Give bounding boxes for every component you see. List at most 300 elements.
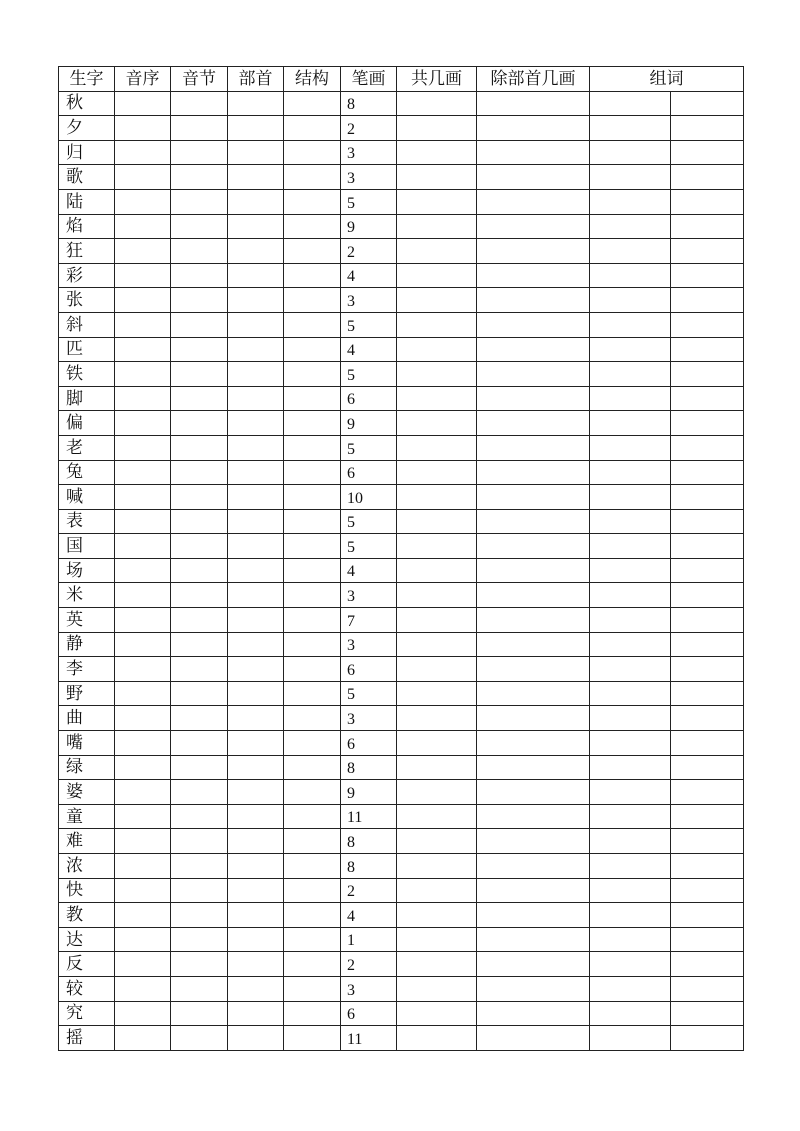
- cell-structure[interactable]: [284, 706, 341, 731]
- cell-strokes-excluding-radical[interactable]: [477, 927, 590, 952]
- cell-total-strokes[interactable]: [397, 755, 477, 780]
- cell-word-2[interactable]: [671, 632, 744, 657]
- cell-strokes-excluding-radical[interactable]: [477, 386, 590, 411]
- cell-initial[interactable]: [115, 411, 171, 436]
- cell-word-1[interactable]: [590, 878, 671, 903]
- cell-initial[interactable]: [115, 952, 171, 977]
- cell-word-2[interactable]: [671, 165, 744, 190]
- cell-total-strokes[interactable]: [397, 509, 477, 534]
- cell-word-2[interactable]: [671, 534, 744, 559]
- cell-word-1[interactable]: [590, 165, 671, 190]
- cell-initial[interactable]: [115, 558, 171, 583]
- cell-total-strokes[interactable]: [397, 558, 477, 583]
- cell-initial[interactable]: [115, 165, 171, 190]
- cell-word-1[interactable]: [590, 288, 671, 313]
- cell-word-2[interactable]: [671, 804, 744, 829]
- cell-strokes-excluding-radical[interactable]: [477, 804, 590, 829]
- cell-syllable[interactable]: [171, 263, 228, 288]
- cell-strokes-excluding-radical[interactable]: [477, 165, 590, 190]
- cell-word-2[interactable]: [671, 731, 744, 756]
- cell-total-strokes[interactable]: [397, 362, 477, 387]
- cell-strokes-excluding-radical[interactable]: [477, 878, 590, 903]
- cell-initial[interactable]: [115, 878, 171, 903]
- cell-word-1[interactable]: [590, 583, 671, 608]
- cell-initial[interactable]: [115, 706, 171, 731]
- cell-radical[interactable]: [228, 657, 284, 682]
- cell-word-2[interactable]: [671, 558, 744, 583]
- cell-structure[interactable]: [284, 91, 341, 116]
- cell-word-2[interactable]: [671, 386, 744, 411]
- cell-initial[interactable]: [115, 312, 171, 337]
- cell-total-strokes[interactable]: [397, 903, 477, 928]
- cell-strokes-excluding-radical[interactable]: [477, 558, 590, 583]
- cell-initial[interactable]: [115, 608, 171, 633]
- cell-word-2[interactable]: [671, 952, 744, 977]
- cell-word-1[interactable]: [590, 386, 671, 411]
- cell-word-1[interactable]: [590, 1001, 671, 1026]
- cell-structure[interactable]: [284, 337, 341, 362]
- cell-word-1[interactable]: [590, 337, 671, 362]
- cell-strokes-excluding-radical[interactable]: [477, 780, 590, 805]
- cell-strokes-excluding-radical[interactable]: [477, 1001, 590, 1026]
- cell-word-1[interactable]: [590, 239, 671, 264]
- cell-radical[interactable]: [228, 1026, 284, 1051]
- cell-strokes-excluding-radical[interactable]: [477, 608, 590, 633]
- cell-initial[interactable]: [115, 657, 171, 682]
- cell-syllable[interactable]: [171, 927, 228, 952]
- cell-strokes-excluding-radical[interactable]: [477, 583, 590, 608]
- cell-structure[interactable]: [284, 632, 341, 657]
- cell-word-2[interactable]: [671, 878, 744, 903]
- cell-total-strokes[interactable]: [397, 435, 477, 460]
- cell-syllable[interactable]: [171, 608, 228, 633]
- cell-syllable[interactable]: [171, 903, 228, 928]
- cell-structure[interactable]: [284, 509, 341, 534]
- cell-syllable[interactable]: [171, 91, 228, 116]
- cell-syllable[interactable]: [171, 755, 228, 780]
- cell-word-2[interactable]: [671, 263, 744, 288]
- cell-word-1[interactable]: [590, 927, 671, 952]
- cell-initial[interactable]: [115, 288, 171, 313]
- cell-word-2[interactable]: [671, 583, 744, 608]
- cell-word-1[interactable]: [590, 189, 671, 214]
- cell-total-strokes[interactable]: [397, 657, 477, 682]
- cell-word-2[interactable]: [671, 657, 744, 682]
- cell-strokes-excluding-radical[interactable]: [477, 362, 590, 387]
- cell-radical[interactable]: [228, 312, 284, 337]
- cell-word-2[interactable]: [671, 681, 744, 706]
- cell-word-2[interactable]: [671, 460, 744, 485]
- cell-initial[interactable]: [115, 337, 171, 362]
- cell-structure[interactable]: [284, 288, 341, 313]
- cell-radical[interactable]: [228, 460, 284, 485]
- cell-initial[interactable]: [115, 460, 171, 485]
- cell-total-strokes[interactable]: [397, 263, 477, 288]
- cell-strokes-excluding-radical[interactable]: [477, 411, 590, 436]
- cell-word-2[interactable]: [671, 854, 744, 879]
- cell-word-1[interactable]: [590, 116, 671, 141]
- cell-syllable[interactable]: [171, 804, 228, 829]
- cell-word-1[interactable]: [590, 485, 671, 510]
- cell-initial[interactable]: [115, 509, 171, 534]
- cell-syllable[interactable]: [171, 706, 228, 731]
- cell-strokes-excluding-radical[interactable]: [477, 91, 590, 116]
- cell-word-2[interactable]: [671, 927, 744, 952]
- cell-structure[interactable]: [284, 731, 341, 756]
- cell-radical[interactable]: [228, 91, 284, 116]
- cell-total-strokes[interactable]: [397, 731, 477, 756]
- cell-word-1[interactable]: [590, 140, 671, 165]
- cell-total-strokes[interactable]: [397, 239, 477, 264]
- cell-word-1[interactable]: [590, 91, 671, 116]
- cell-word-2[interactable]: [671, 116, 744, 141]
- cell-strokes-excluding-radical[interactable]: [477, 829, 590, 854]
- cell-total-strokes[interactable]: [397, 116, 477, 141]
- cell-structure[interactable]: [284, 903, 341, 928]
- cell-word-1[interactable]: [590, 681, 671, 706]
- cell-initial[interactable]: [115, 91, 171, 116]
- cell-total-strokes[interactable]: [397, 411, 477, 436]
- cell-total-strokes[interactable]: [397, 1026, 477, 1051]
- cell-initial[interactable]: [115, 903, 171, 928]
- cell-word-2[interactable]: [671, 140, 744, 165]
- cell-syllable[interactable]: [171, 681, 228, 706]
- cell-radical[interactable]: [228, 116, 284, 141]
- cell-structure[interactable]: [284, 755, 341, 780]
- cell-syllable[interactable]: [171, 731, 228, 756]
- cell-syllable[interactable]: [171, 976, 228, 1001]
- cell-strokes-excluding-radical[interactable]: [477, 657, 590, 682]
- cell-structure[interactable]: [284, 362, 341, 387]
- cell-structure[interactable]: [284, 189, 341, 214]
- cell-initial[interactable]: [115, 116, 171, 141]
- cell-total-strokes[interactable]: [397, 288, 477, 313]
- cell-strokes-excluding-radical[interactable]: [477, 1026, 590, 1051]
- cell-word-1[interactable]: [590, 706, 671, 731]
- cell-radical[interactable]: [228, 337, 284, 362]
- cell-syllable[interactable]: [171, 411, 228, 436]
- cell-syllable[interactable]: [171, 288, 228, 313]
- cell-syllable[interactable]: [171, 140, 228, 165]
- cell-word-1[interactable]: [590, 509, 671, 534]
- cell-structure[interactable]: [284, 263, 341, 288]
- cell-word-2[interactable]: [671, 337, 744, 362]
- cell-radical[interactable]: [228, 681, 284, 706]
- cell-strokes-excluding-radical[interactable]: [477, 337, 590, 362]
- cell-total-strokes[interactable]: [397, 460, 477, 485]
- cell-syllable[interactable]: [171, 952, 228, 977]
- cell-initial[interactable]: [115, 780, 171, 805]
- cell-structure[interactable]: [284, 854, 341, 879]
- cell-strokes-excluding-radical[interactable]: [477, 903, 590, 928]
- cell-word-2[interactable]: [671, 780, 744, 805]
- cell-structure[interactable]: [284, 583, 341, 608]
- cell-total-strokes[interactable]: [397, 485, 477, 510]
- cell-word-1[interactable]: [590, 632, 671, 657]
- cell-strokes-excluding-radical[interactable]: [477, 534, 590, 559]
- cell-strokes-excluding-radical[interactable]: [477, 731, 590, 756]
- cell-initial[interactable]: [115, 189, 171, 214]
- cell-initial[interactable]: [115, 829, 171, 854]
- cell-word-1[interactable]: [590, 903, 671, 928]
- cell-syllable[interactable]: [171, 534, 228, 559]
- cell-total-strokes[interactable]: [397, 165, 477, 190]
- cell-strokes-excluding-radical[interactable]: [477, 288, 590, 313]
- cell-strokes-excluding-radical[interactable]: [477, 509, 590, 534]
- cell-word-2[interactable]: [671, 976, 744, 1001]
- cell-structure[interactable]: [284, 927, 341, 952]
- cell-word-1[interactable]: [590, 460, 671, 485]
- cell-word-1[interactable]: [590, 435, 671, 460]
- cell-structure[interactable]: [284, 681, 341, 706]
- cell-radical[interactable]: [228, 140, 284, 165]
- cell-total-strokes[interactable]: [397, 91, 477, 116]
- cell-total-strokes[interactable]: [397, 780, 477, 805]
- cell-total-strokes[interactable]: [397, 386, 477, 411]
- cell-radical[interactable]: [228, 288, 284, 313]
- cell-radical[interactable]: [228, 165, 284, 190]
- cell-structure[interactable]: [284, 214, 341, 239]
- cell-structure[interactable]: [284, 804, 341, 829]
- cell-structure[interactable]: [284, 239, 341, 264]
- cell-total-strokes[interactable]: [397, 927, 477, 952]
- cell-strokes-excluding-radical[interactable]: [477, 706, 590, 731]
- cell-syllable[interactable]: [171, 239, 228, 264]
- cell-total-strokes[interactable]: [397, 140, 477, 165]
- cell-radical[interactable]: [228, 583, 284, 608]
- cell-word-2[interactable]: [671, 435, 744, 460]
- cell-strokes-excluding-radical[interactable]: [477, 854, 590, 879]
- cell-initial[interactable]: [115, 854, 171, 879]
- cell-word-1[interactable]: [590, 804, 671, 829]
- cell-strokes-excluding-radical[interactable]: [477, 485, 590, 510]
- cell-syllable[interactable]: [171, 165, 228, 190]
- cell-strokes-excluding-radical[interactable]: [477, 632, 590, 657]
- cell-strokes-excluding-radical[interactable]: [477, 681, 590, 706]
- cell-radical[interactable]: [228, 829, 284, 854]
- cell-radical[interactable]: [228, 608, 284, 633]
- cell-structure[interactable]: [284, 386, 341, 411]
- cell-structure[interactable]: [284, 829, 341, 854]
- cell-initial[interactable]: [115, 1001, 171, 1026]
- cell-structure[interactable]: [284, 657, 341, 682]
- cell-word-1[interactable]: [590, 829, 671, 854]
- cell-word-1[interactable]: [590, 558, 671, 583]
- cell-structure[interactable]: [284, 460, 341, 485]
- cell-structure[interactable]: [284, 312, 341, 337]
- cell-strokes-excluding-radical[interactable]: [477, 116, 590, 141]
- cell-strokes-excluding-radical[interactable]: [477, 263, 590, 288]
- cell-strokes-excluding-radical[interactable]: [477, 312, 590, 337]
- cell-word-1[interactable]: [590, 312, 671, 337]
- cell-structure[interactable]: [284, 952, 341, 977]
- cell-initial[interactable]: [115, 534, 171, 559]
- cell-radical[interactable]: [228, 386, 284, 411]
- cell-strokes-excluding-radical[interactable]: [477, 239, 590, 264]
- cell-radical[interactable]: [228, 214, 284, 239]
- cell-word-1[interactable]: [590, 263, 671, 288]
- cell-radical[interactable]: [228, 485, 284, 510]
- cell-strokes-excluding-radical[interactable]: [477, 140, 590, 165]
- cell-radical[interactable]: [228, 927, 284, 952]
- cell-total-strokes[interactable]: [397, 583, 477, 608]
- cell-total-strokes[interactable]: [397, 976, 477, 1001]
- cell-initial[interactable]: [115, 239, 171, 264]
- cell-total-strokes[interactable]: [397, 632, 477, 657]
- cell-syllable[interactable]: [171, 558, 228, 583]
- cell-word-1[interactable]: [590, 976, 671, 1001]
- cell-initial[interactable]: [115, 362, 171, 387]
- cell-word-2[interactable]: [671, 91, 744, 116]
- cell-word-1[interactable]: [590, 657, 671, 682]
- cell-radical[interactable]: [228, 976, 284, 1001]
- cell-syllable[interactable]: [171, 878, 228, 903]
- cell-total-strokes[interactable]: [397, 1001, 477, 1026]
- cell-structure[interactable]: [284, 976, 341, 1001]
- cell-word-2[interactable]: [671, 509, 744, 534]
- cell-word-2[interactable]: [671, 312, 744, 337]
- cell-structure[interactable]: [284, 165, 341, 190]
- cell-radical[interactable]: [228, 780, 284, 805]
- cell-word-1[interactable]: [590, 608, 671, 633]
- cell-word-1[interactable]: [590, 411, 671, 436]
- cell-total-strokes[interactable]: [397, 189, 477, 214]
- cell-radical[interactable]: [228, 952, 284, 977]
- cell-total-strokes[interactable]: [397, 706, 477, 731]
- cell-structure[interactable]: [284, 116, 341, 141]
- cell-total-strokes[interactable]: [397, 214, 477, 239]
- cell-initial[interactable]: [115, 485, 171, 510]
- cell-radical[interactable]: [228, 189, 284, 214]
- cell-initial[interactable]: [115, 804, 171, 829]
- cell-initial[interactable]: [115, 435, 171, 460]
- cell-syllable[interactable]: [171, 435, 228, 460]
- cell-word-2[interactable]: [671, 1026, 744, 1051]
- cell-word-1[interactable]: [590, 534, 671, 559]
- cell-syllable[interactable]: [171, 583, 228, 608]
- cell-total-strokes[interactable]: [397, 312, 477, 337]
- cell-strokes-excluding-radical[interactable]: [477, 976, 590, 1001]
- cell-radical[interactable]: [228, 263, 284, 288]
- cell-initial[interactable]: [115, 583, 171, 608]
- cell-strokes-excluding-radical[interactable]: [477, 952, 590, 977]
- cell-structure[interactable]: [284, 140, 341, 165]
- cell-radical[interactable]: [228, 534, 284, 559]
- cell-word-2[interactable]: [671, 239, 744, 264]
- cell-radical[interactable]: [228, 706, 284, 731]
- cell-word-2[interactable]: [671, 755, 744, 780]
- cell-total-strokes[interactable]: [397, 829, 477, 854]
- cell-total-strokes[interactable]: [397, 608, 477, 633]
- cell-total-strokes[interactable]: [397, 952, 477, 977]
- cell-radical[interactable]: [228, 903, 284, 928]
- cell-syllable[interactable]: [171, 312, 228, 337]
- cell-syllable[interactable]: [171, 337, 228, 362]
- cell-strokes-excluding-radical[interactable]: [477, 214, 590, 239]
- cell-word-1[interactable]: [590, 362, 671, 387]
- cell-structure[interactable]: [284, 485, 341, 510]
- cell-structure[interactable]: [284, 1026, 341, 1051]
- cell-total-strokes[interactable]: [397, 854, 477, 879]
- cell-total-strokes[interactable]: [397, 804, 477, 829]
- cell-syllable[interactable]: [171, 1001, 228, 1026]
- cell-initial[interactable]: [115, 731, 171, 756]
- cell-word-1[interactable]: [590, 952, 671, 977]
- cell-syllable[interactable]: [171, 386, 228, 411]
- cell-word-2[interactable]: [671, 411, 744, 436]
- cell-word-1[interactable]: [590, 780, 671, 805]
- cell-strokes-excluding-radical[interactable]: [477, 460, 590, 485]
- cell-syllable[interactable]: [171, 657, 228, 682]
- cell-initial[interactable]: [115, 976, 171, 1001]
- cell-word-2[interactable]: [671, 829, 744, 854]
- cell-strokes-excluding-radical[interactable]: [477, 435, 590, 460]
- cell-structure[interactable]: [284, 558, 341, 583]
- cell-strokes-excluding-radical[interactable]: [477, 755, 590, 780]
- cell-total-strokes[interactable]: [397, 534, 477, 559]
- cell-radical[interactable]: [228, 854, 284, 879]
- cell-radical[interactable]: [228, 731, 284, 756]
- cell-word-2[interactable]: [671, 608, 744, 633]
- cell-radical[interactable]: [228, 1001, 284, 1026]
- cell-syllable[interactable]: [171, 829, 228, 854]
- cell-syllable[interactable]: [171, 632, 228, 657]
- cell-syllable[interactable]: [171, 189, 228, 214]
- cell-syllable[interactable]: [171, 485, 228, 510]
- cell-syllable[interactable]: [171, 1026, 228, 1051]
- cell-initial[interactable]: [115, 632, 171, 657]
- cell-structure[interactable]: [284, 608, 341, 633]
- cell-syllable[interactable]: [171, 780, 228, 805]
- cell-initial[interactable]: [115, 386, 171, 411]
- cell-total-strokes[interactable]: [397, 681, 477, 706]
- cell-initial[interactable]: [115, 263, 171, 288]
- cell-syllable[interactable]: [171, 509, 228, 534]
- cell-radical[interactable]: [228, 878, 284, 903]
- cell-radical[interactable]: [228, 755, 284, 780]
- cell-syllable[interactable]: [171, 116, 228, 141]
- cell-word-2[interactable]: [671, 189, 744, 214]
- cell-radical[interactable]: [228, 509, 284, 534]
- cell-word-2[interactable]: [671, 903, 744, 928]
- cell-word-1[interactable]: [590, 1026, 671, 1051]
- cell-syllable[interactable]: [171, 214, 228, 239]
- cell-radical[interactable]: [228, 411, 284, 436]
- cell-radical[interactable]: [228, 558, 284, 583]
- cell-word-1[interactable]: [590, 755, 671, 780]
- cell-word-2[interactable]: [671, 288, 744, 313]
- cell-word-2[interactable]: [671, 1001, 744, 1026]
- cell-structure[interactable]: [284, 780, 341, 805]
- cell-initial[interactable]: [115, 1026, 171, 1051]
- cell-radical[interactable]: [228, 435, 284, 460]
- cell-strokes-excluding-radical[interactable]: [477, 189, 590, 214]
- cell-radical[interactable]: [228, 804, 284, 829]
- cell-structure[interactable]: [284, 534, 341, 559]
- cell-word-2[interactable]: [671, 214, 744, 239]
- cell-word-1[interactable]: [590, 214, 671, 239]
- cell-total-strokes[interactable]: [397, 878, 477, 903]
- cell-structure[interactable]: [284, 1001, 341, 1026]
- cell-radical[interactable]: [228, 632, 284, 657]
- cell-word-2[interactable]: [671, 362, 744, 387]
- cell-syllable[interactable]: [171, 362, 228, 387]
- cell-radical[interactable]: [228, 239, 284, 264]
- cell-initial[interactable]: [115, 214, 171, 239]
- cell-structure[interactable]: [284, 878, 341, 903]
- cell-initial[interactable]: [115, 140, 171, 165]
- cell-syllable[interactable]: [171, 854, 228, 879]
